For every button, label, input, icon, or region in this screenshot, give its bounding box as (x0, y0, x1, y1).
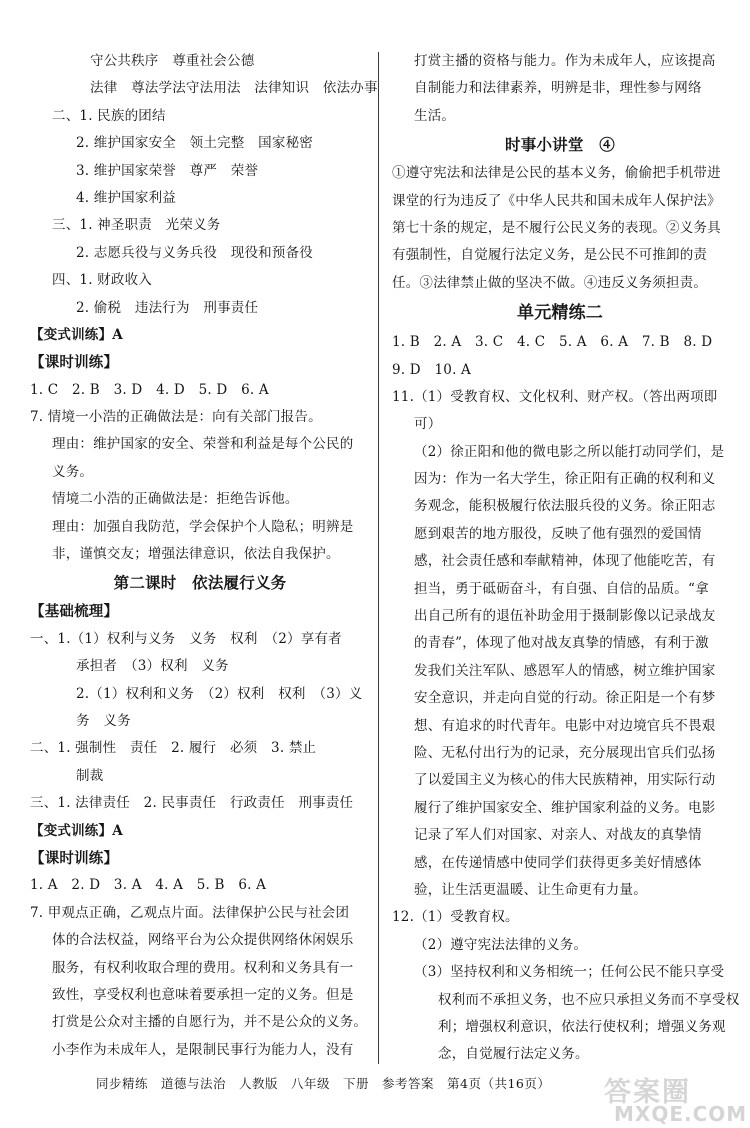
text-line: 任。③法律禁止做的坚决不做。④违反义务须担责。 (392, 274, 708, 291)
text-line: 致性，享受权利也意味着要承担一定的义务。但是 (52, 986, 354, 1003)
text-line: ①遵守宪法和法律是公民的基本义务，偷偷把手机带进 (392, 165, 721, 182)
text-line: 记录了军人们对国家、对亲人、对战友的真挚情 (414, 827, 702, 844)
text-line: 2. 志愿兵役与义务兵役 现役和预备役 (76, 244, 313, 261)
text-line: 愿到艰苦的地方服役，反映了他有强烈的爱国情 (414, 525, 702, 542)
text-line: 因为：作为一名大学生，徐正阳有正确的权利和义 (414, 471, 716, 488)
text-line: 生活。 (414, 107, 456, 124)
text-line: 验，让生活更温暖、让生命更有力量。 (414, 881, 647, 898)
text-line: 发我们关注军队、感恩军人的情感，树立维护国家 (414, 662, 716, 679)
text-line: 自制能力和法律素养，明辨是非，理性参与网络 (414, 80, 702, 97)
text-line: 1. B 2. A 3. C 4. C 5. A 6. A 7. B 8. D (392, 334, 713, 351)
watermark-logo (600, 1070, 750, 1128)
text-line: 安全意识，并走向自觉的行动。徐正阳是一个有梦 (414, 690, 716, 707)
text-line: 了以爱国主义为核心的伟大民族精神，用实际行动 (414, 772, 716, 789)
section-title: 时事小讲堂 ④ (505, 135, 615, 155)
text-line: 想、有追求的时代青年。电影中对边境官兵不畏艰 (414, 717, 716, 734)
text-line: 3. 维护国家荣誉 尊严 荣誉 (76, 162, 259, 179)
text-line: 2. 维护国家安全 领土完整 国家秘密 (76, 135, 313, 152)
text-line: 9. D 10. A (392, 361, 472, 378)
text-line: 法律 尊法学法守法用法 法律知识 依法办事 (90, 80, 378, 97)
text-line: 情境二小浩的正确做法是：拒绝告诉他。 (52, 491, 299, 508)
text-line: （2）徐正阳和他的微电影之所以能打动同学们，是 (414, 443, 725, 460)
text-line: 利；增强权利意识，依法行使权利；增强义务观 (438, 1018, 726, 1035)
section-heading: 【课时训练】 (30, 354, 119, 372)
text-line: 险、无私付出行为的记录，充分展现出官兵们弘扬 (414, 744, 716, 761)
text-line: 义务。 (52, 463, 94, 480)
text-line: 4. 维护国家利益 (76, 189, 176, 206)
text-line: 2. 偷税 违法行为 刑事责任 (76, 299, 259, 316)
text-line: 出自己所有的退伍补助金用于摄制影像以记录战友 (414, 608, 716, 625)
text-line: 打赏是公众对主播的自愿行为，并不是公众的义务。 (52, 1014, 368, 1031)
text-line: 担当，勇于砥砺奋斗，有自强、自信的品质。“拿 (414, 580, 709, 597)
page-footer: 同步精练 道德与法治 人教版 八年级 下册 参考答案 第4页（共16页） (96, 1076, 551, 1091)
text-line: 二、1. 民族的团结 (52, 107, 166, 124)
watermark-url: MXQE.COM (614, 1102, 748, 1126)
column-divider (378, 52, 379, 1064)
text-line: 一、1.（1）权利与义务 义务 权利 （2）享有者 (30, 630, 342, 647)
text-line: 感，社会责任感和奉献精神，体现了他能吃苦，有 (414, 553, 716, 570)
text-line: 守公共秩序 尊重社会公德 (90, 53, 255, 69)
text-line: 务观念，能积极履行依法服兵役的义务。徐正阳志 (414, 498, 716, 515)
text-line: 1. A 2. D 3. A 4. A 5. B 6. A (30, 877, 267, 894)
text-line: 权利而不承担义务，也不应只承担义务而不享受权 (438, 991, 740, 1008)
text-line: 理由：加强自我防范，学会保护个人隐私；明辨是 (52, 518, 354, 535)
text-line: 有强制性，自觉履行法定义务，是公民不可推卸的责 (392, 247, 708, 264)
text-line: 三、1. 神圣职责 光荣义务 (52, 217, 221, 234)
text-line: （2）遵守宪法法律的义务。 (414, 936, 588, 953)
section-title: 单元精练二 (517, 303, 603, 324)
text-line: 念，自觉履行法定义务。 (438, 1046, 589, 1063)
section-heading: 【基础梳理】 (30, 603, 119, 621)
left-column (30, 48, 378, 1064)
text-line: 7. 甲观点正确，乙观点片面。法律保护公民与社会团 (30, 904, 350, 921)
text-line: 7. 情境一小浩的正确做法是：向有关部门报告。 (30, 409, 322, 426)
text-line: 可） (414, 416, 442, 433)
text-line: 三、1. 法律责任 2. 民事责任 行政责任 刑事责任 (30, 795, 354, 812)
text-line: 制裁 (76, 767, 104, 784)
text-line: 体的合法权益，网络平台为公众提供网络休闲娱乐 (52, 932, 354, 949)
text-line: 12.（1）受教育权。 (392, 909, 519, 926)
text-line: 第七十条的规定，是不履行公民义务的表现。②义务具 (392, 219, 721, 236)
watermark-text: 答案圈 (604, 1077, 691, 1108)
section-heading: 【课时训练】 (30, 849, 119, 867)
text-line: （3）坚持权利和义务相统一；任何公民不能只享受 (414, 964, 725, 981)
section-title: 第二课时 依法履行义务 (113, 573, 287, 593)
text-line: 务 义务 (76, 712, 131, 729)
text-line: 理由：维护国家的安全、荣誉和利益是每个公民的 (52, 436, 354, 453)
text-line: 【变式训练】A (30, 326, 123, 343)
right-column (392, 48, 740, 1069)
text-line: 课堂的行为违反了《中华人民共和国未成年人保护法》 (392, 192, 721, 209)
text-line: 二、1. 强制性 责任 2. 履行 必须 3. 禁止 (30, 740, 317, 757)
text-line: 四、1. 财政收入 (52, 272, 152, 289)
text-line: 履行了维护国家安全、维护国家利益的义务。电影 (414, 799, 716, 816)
text-line: 承担者 （3）权利 义务 (76, 658, 229, 675)
text-line: 1. C 2. B 3. D 4. D 5. D 6. A (30, 381, 269, 398)
text-line: 的青春”，体现了他对战友真挚的情感，有利于激 (414, 635, 709, 652)
text-line: 小李作为未成年人，是限制民事行为能力人，没有 (52, 1041, 354, 1058)
text-line: 【变式训练】A (30, 822, 123, 839)
text-line: 非，谨慎交友；增强法律意识，依法自我保护。 (52, 546, 340, 563)
text-line: 2.（1）权利和义务 （2）权利 权利 （3）义 (76, 685, 363, 702)
text-line: 感，在传递情感中使同学们获得更多美好情感体 (414, 854, 702, 871)
text-line: 打赏主播的资格与能力。作为未成年人，应该提高 (414, 53, 716, 69)
text-line: 11.（1）受教育权、文化权利、财产权。（答出两项即 (392, 388, 718, 405)
text-line: 服务，有权利收取合理的费用。权利和义务具有一 (52, 959, 354, 976)
